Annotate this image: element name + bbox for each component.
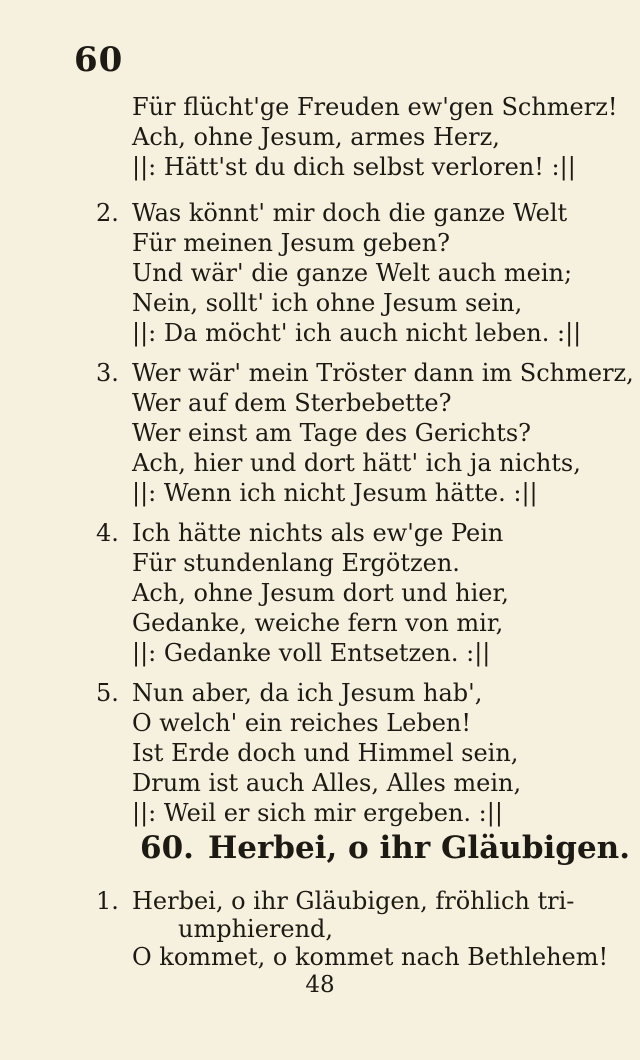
- verse-line: ||: Hätt'st du dich selbst verloren! :||: [132, 153, 576, 181]
- hymn-number: 60.: [140, 830, 194, 866]
- verse-line: O welch' ein reiches Leben!: [132, 709, 472, 737]
- hymn-title: Herbei, o ihr Gläubigen.: [207, 830, 631, 866]
- verse-line: Ist Erde doch und Himmel sein,: [132, 739, 519, 767]
- verse-line: ||: Wenn ich nicht Jesum hätte. :||: [132, 479, 538, 507]
- verse-line: umphierend,: [178, 915, 334, 943]
- page-number-top: 60: [74, 40, 124, 80]
- verse-line: ||: Gedanke voll Entsetzen. :||: [132, 639, 491, 667]
- verse-line: Ach, ohne Jesum, armes Herz,: [132, 123, 500, 151]
- verse-line: Nein, sollt' ich ohne Jesum sein,: [132, 289, 523, 317]
- verse-line: O kommet, o kommet nach Bethlehem!: [132, 943, 609, 971]
- verse-line: Ich hätte nichts als ew'ge Pein: [132, 519, 504, 547]
- page-number-bottom: 48: [305, 972, 335, 998]
- verse-line: Nun aber, da ich Jesum hab',: [132, 679, 483, 707]
- verse-line: Wer einst am Tage des Gerichts?: [132, 419, 532, 447]
- verse-number: 3.: [96, 359, 119, 387]
- verse-line: Was könnt' mir doch die ganze Welt: [132, 199, 568, 227]
- verse-line: Und wär' die ganze Welt auch mein;: [132, 259, 573, 287]
- verse-line: Ach, hier und dort hätt' ich ja nichts,: [132, 449, 581, 477]
- verse-line: Ach, ohne Jesum dort und hier,: [132, 579, 509, 607]
- verse-number: 4.: [96, 519, 119, 547]
- verse-number: 1.: [96, 887, 119, 915]
- hymn-heading: [140, 830, 630, 866]
- verse-line: Herbei, o ihr Gläubigen, fröhlich tri-: [132, 887, 575, 915]
- verse-line: Gedanke, weiche fern von mir,: [132, 609, 504, 637]
- verse-line: Wer auf dem Sterbebette?: [132, 389, 452, 417]
- verse-number: 2.: [96, 199, 119, 227]
- verse-line: Wer wär' mein Tröster dann im Schmerz,: [132, 359, 634, 387]
- verse-line: Für stundenlang Ergötzen.: [132, 549, 460, 577]
- verse-line: Für meinen Jesum geben?: [132, 229, 451, 257]
- verse-line: ||: Weil er sich mir ergeben. :||: [132, 799, 503, 827]
- verse-line: Drum ist auch Alles, Alles mein,: [132, 769, 522, 797]
- verse-number: 5.: [96, 679, 119, 707]
- verse-line: Für flücht'ge Freuden ew'gen Schmerz!: [132, 93, 618, 121]
- verse-line: ||: Da möcht' ich auch nicht leben. :||: [132, 319, 582, 347]
